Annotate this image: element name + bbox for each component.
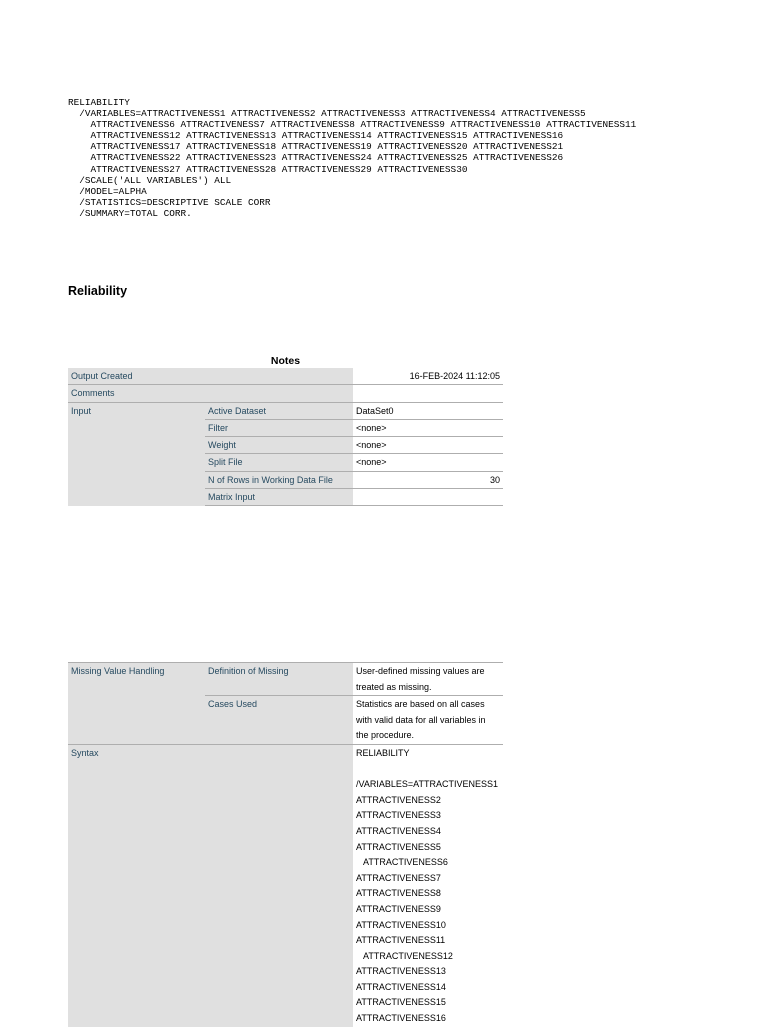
weight-value: <none> bbox=[353, 437, 503, 454]
split-file-value: <none> bbox=[353, 454, 503, 471]
n-rows-value: 30 bbox=[353, 471, 503, 488]
table-row bbox=[68, 744, 503, 1026]
comments-value bbox=[353, 385, 503, 402]
comments-label: Comments bbox=[68, 385, 353, 402]
table-row bbox=[68, 402, 503, 419]
input-label: Input bbox=[68, 402, 205, 506]
n-rows-label: N of Rows in Working Data File bbox=[205, 471, 353, 488]
section-heading: Reliability bbox=[68, 284, 128, 298]
definition-missing-value: User-defined missing values are treated as missing. bbox=[353, 663, 503, 696]
filter-label: Filter bbox=[205, 419, 353, 436]
syntax-log: RELIABILITY /VARIABLES=ATTRACTIVENESS1 ATTRACTIVENESS2 ATTRACTIVENESS3 ATTRACTIVENESS4 ATTRACTIVENESS5 ATTRACTIVENESS6 ATTRACTIVENESS7 ATTRACTIVENESS8 ATTRACTIVENESS9 ATTRACTIVENESS10 ATTRACTIVENESS11 ATTRACTIVENESS12 ATTRACTIVENESS13 ATTRACTIVENESS14 ATTRACTIVENESS15 ATTRACTIVENESS16 ATTRACTIVENESS17 ATTRACTIVENESS18 ATTRACTIVENESS19 ATTRACTIVENESS20 ATTRACTIVENESS21 ATTRACTIVENESS22 ATTRACTIVENESS23 ATTRACTIVENESS24 ATTRACTIVENESS25 ATTRACTIVENESS26 ATTRACTIVENESS27 ATTRACTIVENESS28 ATTRACTIVENESS29 ATTRACTIVENESS30 /SCALE('ALL VARIABLES') ALL /MODEL=ALPHA /STATISTICS=DESCRIPTIVE SCALE CORR /SUMMARY=TOTAL CORR. bbox=[68, 97, 637, 219]
notes-table bbox=[68, 368, 503, 506]
definition-missing-label: Definition of Missing bbox=[205, 663, 353, 696]
split-file-label: Split File bbox=[205, 454, 353, 471]
syntax-value: RELIABILITY /VARIABLES=ATTRACTIVENESS1 ATTRACTIVENESS2 ATTRACTIVENESS3 ATTRACTIVENESS4 ATTRACTIVENESS5 ATTRACTIVENESS6 ATTRACTIVENESS7 ATTRACTIVENESS8 ATTRACTIVENESS9 ATTRACTIVENESS10 ATTRACTIVENESS11 ATTRACTIVENESS12 ATTRACTIVENESS13 ATTRACTIVENESS14 ATTRACTIVENESS15 ATTRACTIVENESS16 bbox=[353, 744, 503, 1026]
filter-value: <none> bbox=[353, 419, 503, 436]
active-dataset-label: Active Dataset bbox=[205, 402, 353, 419]
output-created-label: Output Created bbox=[68, 368, 353, 385]
syntax-blank bbox=[205, 744, 353, 1026]
active-dataset-value: DataSet0 bbox=[353, 402, 503, 419]
matrix-input-value bbox=[353, 489, 503, 506]
missing-value-handling-label: Missing Value Handling bbox=[68, 663, 205, 745]
weight-label: Weight bbox=[205, 437, 353, 454]
notes-table-title: Notes bbox=[270, 355, 301, 367]
cases-used-value: Statistics are based on all cases with valid data for all variables in the procedure. bbox=[353, 696, 503, 745]
notes-table-continued bbox=[68, 662, 503, 1027]
syntax-label: Syntax bbox=[68, 744, 205, 1026]
matrix-input-label: Matrix Input bbox=[205, 489, 353, 506]
table-row bbox=[68, 385, 503, 402]
cases-used-label: Cases Used bbox=[205, 696, 353, 745]
table-row bbox=[68, 663, 503, 696]
table-row bbox=[68, 368, 503, 385]
output-created-value: 16-FEB-2024 11:12:05 bbox=[353, 368, 503, 385]
